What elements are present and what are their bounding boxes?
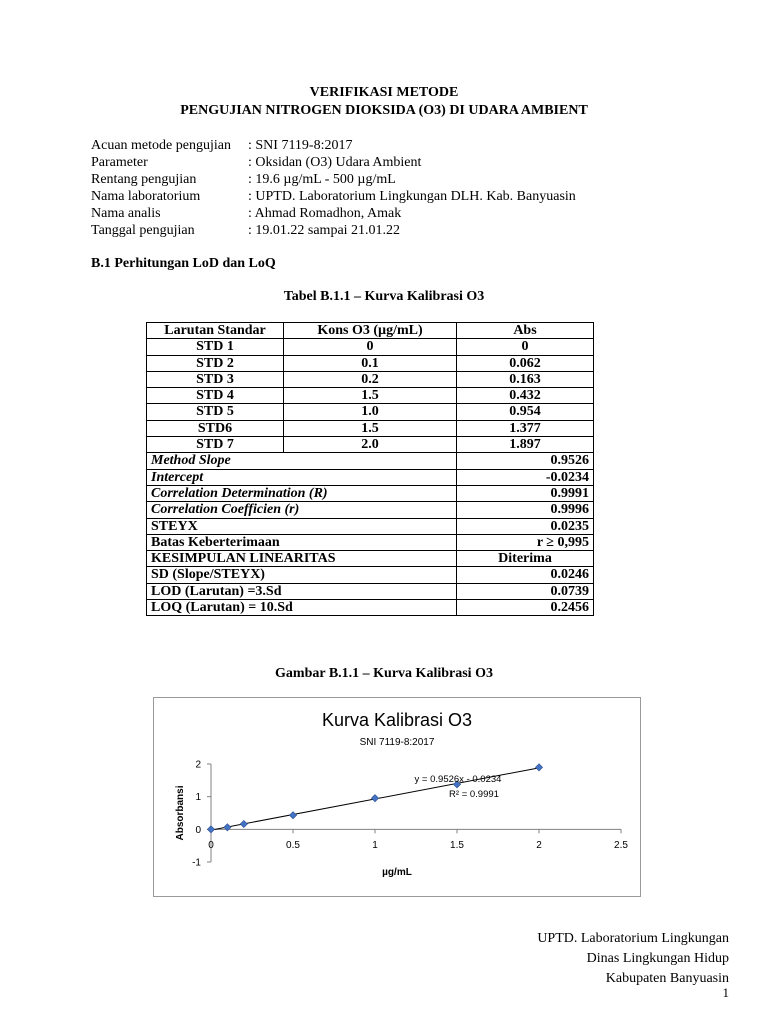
meta-value: : Oksidan (O3) Udara Ambient	[248, 155, 422, 170]
meta-label: Nama laboratorium	[91, 189, 201, 204]
calibration-chart	[153, 697, 641, 897]
x-tick-label: 1.5	[450, 840, 464, 851]
stat-value: 0.9991	[457, 485, 594, 501]
data-point	[289, 812, 296, 819]
chart-title: Kurva Kalibrasi O3	[321, 710, 473, 730]
meta-row	[91, 137, 576, 154]
stat-value: 0.9526	[457, 453, 594, 469]
table-cell: STD 4	[147, 388, 284, 404]
table-cell: STD 1	[147, 339, 284, 355]
x-tick-label: 0.5	[286, 840, 300, 851]
table-row	[147, 388, 594, 404]
metadata-block	[91, 137, 576, 239]
stat-label: Method Slope	[147, 453, 457, 469]
table-cell: 0.432	[457, 388, 594, 404]
meta-label: Nama analis	[91, 206, 161, 221]
table-cell: 0.954	[457, 404, 594, 420]
stat-label: Batas Keberterimaan	[147, 534, 457, 550]
document-subtitle: PENGUJIAN NITROGEN DIOKSIDA (O3) DI UDARA AMBIENT	[180, 103, 588, 118]
table-cell: 2.0	[284, 437, 457, 453]
table-cell: 1.897	[457, 437, 594, 453]
stats-row	[147, 502, 594, 518]
table-cell: 1.5	[284, 420, 457, 436]
stats-row	[147, 469, 594, 485]
stats-row	[147, 583, 594, 599]
meta-label: Rentang pengujian	[91, 172, 197, 187]
footer-line: Kabupaten Banyuasin	[605, 971, 729, 986]
footer	[537, 929, 729, 989]
table-header-row	[147, 323, 594, 339]
meta-value: : 19.01.22 sampai 21.01.22	[248, 223, 401, 238]
table-cell: 0.062	[457, 355, 594, 371]
meta-row	[91, 154, 576, 171]
stat-value: 0.0739	[457, 583, 594, 599]
table-row	[147, 355, 594, 371]
table-cell: STD 7	[147, 437, 284, 453]
r-squared-label: R² = 0.9991	[449, 789, 499, 800]
column-header: Larutan Standar	[147, 323, 284, 339]
meta-row	[91, 188, 576, 205]
table-cell: 0.163	[457, 371, 594, 387]
stat-value: 0.9996	[457, 502, 594, 518]
stats-row	[147, 453, 594, 469]
table-cell: STD6	[147, 420, 284, 436]
column-header: Kons O3 (µg/mL)	[284, 323, 457, 339]
stat-label: SD (Slope/STEYX)	[147, 567, 457, 583]
document-title: VERIFIKASI METODE	[309, 85, 459, 100]
data-point	[240, 820, 247, 827]
page-number: 1	[722, 985, 729, 1000]
stat-label: Correlation Determination (R)	[147, 485, 457, 501]
stat-value: r ≥ 0,995	[457, 534, 594, 550]
footer-line: Dinas Lingkungan Hidup	[586, 951, 729, 966]
table-cell: STD 3	[147, 371, 284, 387]
meta-value: : 19.6 µg/mL - 500 µg/mL	[248, 172, 396, 187]
x-tick-label: 2	[536, 840, 542, 851]
trendline-equation: y = 0.9526x - 0.0234	[414, 774, 502, 785]
data-point	[535, 764, 542, 771]
meta-value: : SNI 7119-8:2017	[248, 138, 353, 153]
stats-row	[147, 485, 594, 501]
y-tick-label: 1	[195, 792, 201, 804]
stat-value: -0.0234	[457, 469, 594, 485]
table-cell: 0	[457, 339, 594, 355]
table-row	[147, 371, 594, 387]
data-point	[371, 795, 378, 802]
stat-label: Correlation Coefficien (r)	[147, 502, 457, 518]
table-cell: 0	[284, 339, 457, 355]
section-heading: B.1 Perhitungan LoD dan LoQ	[91, 256, 276, 271]
meta-label: Acuan metode pengujian	[91, 138, 231, 153]
stat-label: KESIMPULAN LINEARITAS	[147, 551, 457, 567]
x-axis-title: µg/mL	[382, 867, 412, 878]
meta-value: : UPTD. Laboratorium Lingkungan DLH. Kab. Banyuasin	[248, 189, 576, 204]
table-cell: STD 2	[147, 355, 284, 371]
stats-row	[147, 567, 594, 583]
table-cell: 0.2	[284, 371, 457, 387]
table-cell: 1.377	[457, 420, 594, 436]
column-header: Abs	[457, 323, 594, 339]
y-axis-title: Absorbansi	[175, 785, 186, 841]
stats-row	[147, 551, 594, 567]
table-caption: Tabel B.1.1 – Kurva Kalibrasi O3	[283, 289, 485, 304]
stat-value: Diterima	[457, 551, 594, 567]
table-row	[147, 437, 594, 453]
table-cell: 0.1	[284, 355, 457, 371]
figure-caption: Gambar B.1.1 – Kurva Kalibrasi O3	[275, 666, 493, 681]
data-point	[207, 826, 214, 833]
y-tick-label: 0	[195, 824, 201, 836]
chart-canvas	[154, 698, 640, 896]
stat-label: LOD (Larutan) =3.Sd	[147, 583, 457, 599]
table-row	[147, 404, 594, 420]
table-row	[147, 339, 594, 355]
footer-line: UPTD. Laboratorium Lingkungan	[537, 931, 729, 946]
calibration-table	[146, 322, 594, 616]
stat-label: LOQ (Larutan) = 10.Sd	[147, 600, 457, 616]
stat-label: STEYX	[147, 518, 457, 534]
x-tick-label: 2.5	[614, 840, 628, 851]
stats-row	[147, 600, 594, 616]
table-cell: STD 5	[147, 404, 284, 420]
table-cell: 1.0	[284, 404, 457, 420]
meta-row	[91, 171, 576, 188]
y-tick-label: 2	[195, 759, 201, 771]
y-tick-label: -1	[192, 857, 201, 869]
meta-row	[91, 222, 576, 239]
stat-value: 0.0235	[457, 518, 594, 534]
meta-value: : Ahmad Romadhon, Amak	[248, 206, 402, 221]
stat-value: 0.2456	[457, 600, 594, 616]
x-tick-label: 0	[208, 840, 214, 851]
x-tick-label: 1	[372, 840, 378, 851]
chart-subtitle: SNI 7119-8:2017	[359, 737, 435, 748]
stat-label: Intercept	[147, 469, 457, 485]
stats-row	[147, 534, 594, 550]
meta-label: Parameter	[91, 155, 148, 170]
stats-row	[147, 518, 594, 534]
meta-label: Tanggal pengujian	[91, 223, 195, 238]
table-row	[147, 420, 594, 436]
meta-row	[91, 205, 576, 222]
stat-value: 0.0246	[457, 567, 594, 583]
table-cell: 1.5	[284, 388, 457, 404]
